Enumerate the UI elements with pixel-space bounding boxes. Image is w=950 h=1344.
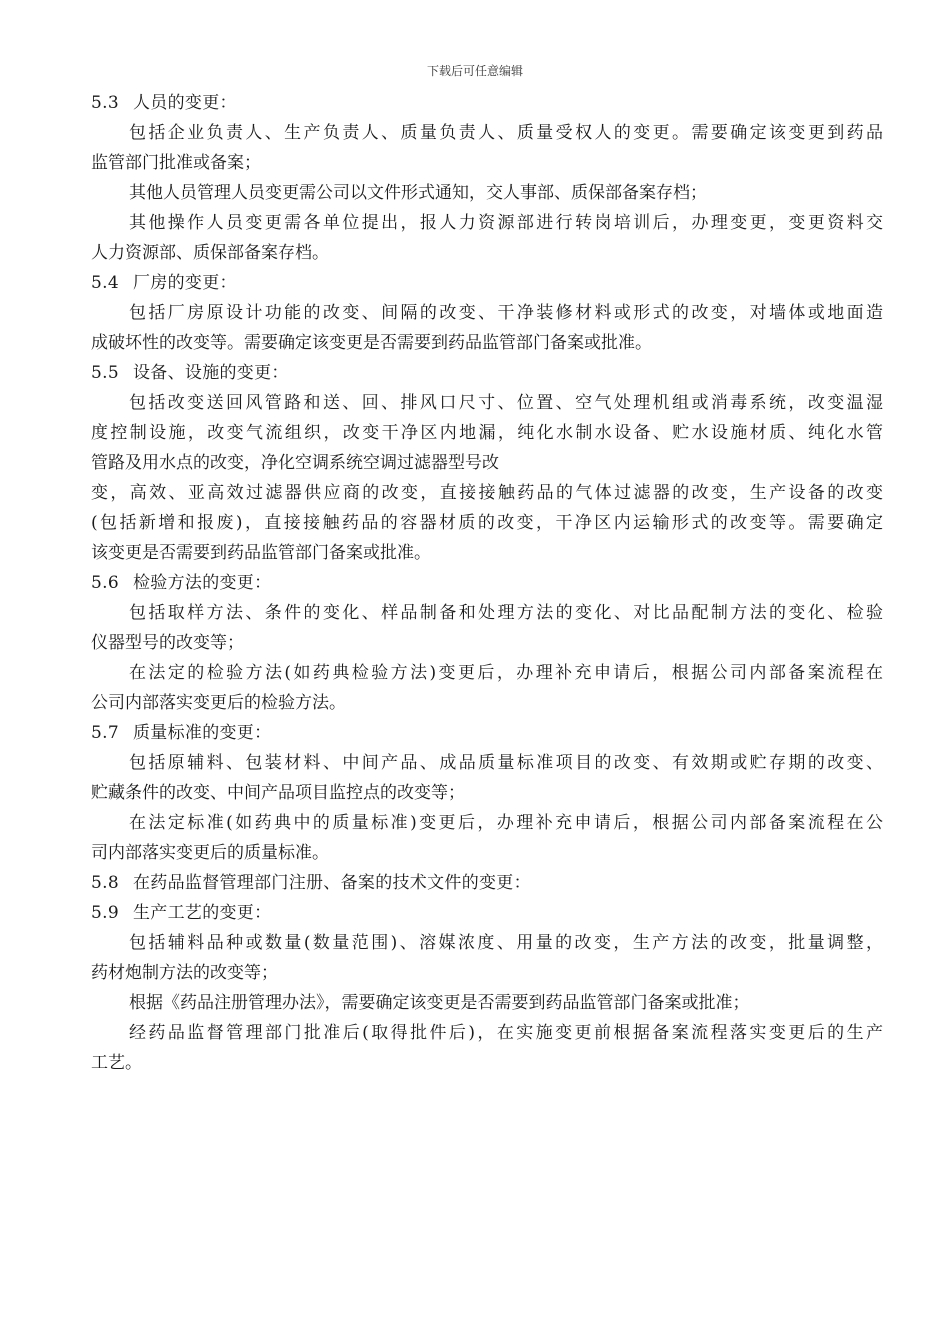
section-title: 厂房的变更： [133, 273, 237, 293]
section-heading-5-4 [91, 268, 883, 298]
paragraph-line: 其他操作人员变更需各单位提出，报人力资源部进行转岗培训后，办理变更，变更资料交 [129, 213, 883, 233]
section-heading-5-6 [91, 568, 883, 598]
paragraph-line: 仪器型号的改变等； [91, 633, 244, 653]
section-title: 生产工艺的变更： [133, 903, 272, 923]
paragraph-line: 其他人员管理人员变更需公司以文件形式通知，交人事部、质保部备案存档； [129, 183, 707, 203]
paragraph-line: 人力资源部、质保部备案存档。 [91, 243, 329, 263]
paragraph-line: 该变更是否需要到药品监管部门备案或批准。 [91, 543, 431, 563]
paragraph-line: 在法定的检验方法(如药典检验方法)变更后，办理补充申请后，根据公司内部备案流程在 [129, 663, 883, 683]
section-heading-5-9 [91, 898, 883, 928]
section-number: 5.6 [91, 573, 119, 593]
document-body [91, 88, 883, 1078]
paragraph-line: 根据《药品注册管理办法》，需要确定该变更是否需要到药品监管部门备案或批准； [129, 993, 750, 1013]
paragraph-line: 药材炮制方法的改变等； [91, 963, 278, 983]
section-number: 5.7 [91, 723, 119, 743]
paragraph-line: 包括企业负责人、生产负责人、质量负责人、质量受权人的变更。需要确定该变更到药品 [129, 123, 883, 143]
section-title: 质量标准的变更： [133, 723, 272, 743]
section-heading-5-7 [91, 718, 883, 748]
section-number: 5.3 [91, 93, 119, 113]
paragraph-line: 包括辅料品种或数量(数量范围)、溶媒浓度、用量的改变，生产方法的改变，批量调整， [129, 933, 883, 953]
paragraph-line: 公司内部落实变更后的检验方法。 [91, 693, 346, 713]
section-title: 设备、设施的变更： [133, 363, 289, 383]
paragraph-line: 度控制设施，改变气流组织，改变干净区内地漏，纯化水制水设备、贮水设施材质、纯化水管 [91, 423, 883, 443]
section-heading-5-5 [91, 358, 883, 388]
paragraph-line: 监管部门批准或备案； [91, 153, 261, 173]
section-title: 在药品监督管理部门注册、备案的技术文件的变更： [133, 873, 531, 893]
section-heading-5-8 [91, 868, 883, 898]
paragraph-line: 司内部落实变更后的质量标准。 [91, 843, 329, 863]
paragraph-line: 包括取样方法、条件的变化、样品制备和处理方法的变化、对比品配制方法的变化、检验 [129, 603, 883, 623]
paragraph-line: 成破坏性的改变等。需要确定该变更是否需要到药品监管部门备案或批准。 [91, 333, 652, 353]
paragraph-line: 变，高效、亚高效过滤器供应商的改变，直接接触药品的气体过滤器的改变，生产设备的改变 [91, 483, 883, 503]
page-header: 下载后可任意编辑 [426, 64, 523, 78]
paragraph-line: 包括改变送回风管路和送、回、排风口尺寸、位置、空气处理机组或消毒系统，改变温湿 [129, 393, 883, 413]
paragraph-line: 工艺。 [91, 1053, 142, 1073]
section-number: 5.4 [91, 273, 119, 293]
paragraph-line: 经药品监督管理部门批准后(取得批件后)，在实施变更前根据备案流程落实变更后的生产 [129, 1023, 883, 1043]
paragraph-line: 管路及用水点的改变，净化空调系统空调过滤器型号改 [91, 453, 499, 473]
paragraph-line: (包括新增和报废)，直接接触药品的容器材质的改变，干净区内运输形式的改变等。需要确定 [91, 513, 883, 533]
section-number: 5.9 [91, 903, 119, 923]
paragraph-line: 贮藏条件的改变、中间产品项目监控点的改变等； [91, 783, 465, 803]
section-number: 5.8 [91, 873, 119, 893]
section-number: 5.5 [91, 363, 119, 383]
paragraph-line: 在法定标准(如药典中的质量标准)变更后，办理补充申请后，根据公司内部备案流程在公 [129, 813, 883, 833]
section-heading-5-3 [91, 88, 883, 118]
paragraph-line: 包括原辅料、包装材料、中间产品、成品质量标准项目的改变、有效期或贮存期的改变、 [129, 753, 883, 773]
section-title: 检验方法的变更： [133, 573, 272, 593]
paragraph-line: 包括厂房原设计功能的改变、间隔的改变、干净装修材料或形式的改变，对墙体或地面造 [129, 303, 883, 323]
section-title: 人员的变更： [133, 93, 237, 113]
